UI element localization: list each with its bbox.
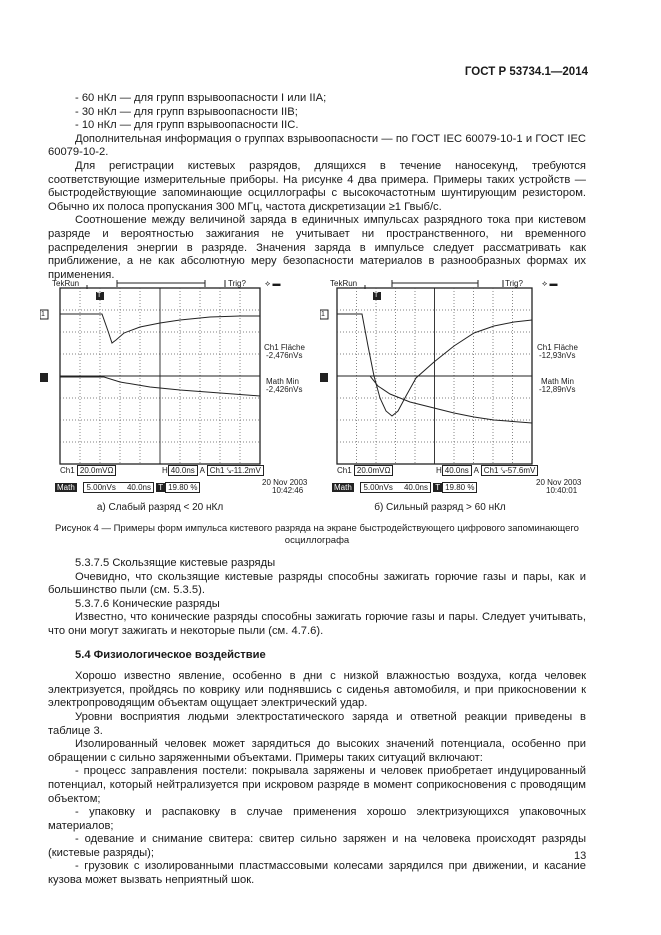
list-item: - грузовик с изолированными пластмассовыми колесами зарядился при движении, и касание кузова может вызвать неприятный шок. [48, 860, 586, 887]
battery-icon: ⟡ ▬ [542, 279, 558, 288]
body-text-block [48, 557, 586, 888]
subsection-title: 5.3.7.5 Скользящие кистевые разряды [75, 557, 276, 569]
oscilloscope-screen-b: TekRun Trig? ⟡ ▬ 1 T Ch1 Fläche -12,93nVs Math Min -12,89nVs Ch1 20.0mVΩ H 40.0ns A Ch1 ⤥-57.6mV Math 5.00nVs 40.0ns T 19.80 % 20 Nov 2003 10:40:01 б) Сильный разряд > 60 нКл [320, 276, 610, 526]
capture-date: 20 Nov 2003 [536, 478, 582, 487]
capture-time: 10:42:46 [272, 486, 304, 495]
trigger-marker: T [97, 292, 102, 299]
measurement-1-value: -12,93nVs [539, 351, 576, 360]
trigger-position: 19.80 % [165, 482, 200, 493]
measurement-2-value: -2,426nVs [266, 385, 303, 394]
trigger-status: Trig? [228, 279, 246, 288]
h-scale: 40.0ns [442, 465, 472, 476]
h-label: H [162, 466, 168, 475]
paragraph: Хорошо известно явление, особенно в дни с низкой влажностью воздуха, когда человек электризуется, пройдясь по коврику или поднявшись с сиденья автомобиля, и при прикосновении к электропроводящим объектам ощущает электрический удар. [48, 670, 586, 710]
list-item: - упаковку и распаковку в случае применения хорошо электризующихся упаковочных материалов; [48, 806, 586, 832]
list-item: - 30 нКл — для групп взрывоопасности IIB; [75, 105, 298, 118]
paragraph: Для регистрации кистевых разрядов, длящихся в течение наносекунд, требуются соответствующие измерительные приборы. На рисунке 4 два примера. Примеры таких устройств — быстродействующие запоминающие осциллографы с высокочастотным шунтирующим резистором. Обычно их полоса пропускания 300 МГц, частота дискретизации ≥1 Гвыб/с. [48, 159, 586, 213]
math-scale: 5.00nVs 40.0ns [83, 482, 154, 493]
t-label: T [435, 483, 441, 492]
measurement-2-title: Math Min [266, 377, 299, 386]
status-label: TekRun [52, 279, 80, 288]
h-scale: 40.0ns [168, 465, 198, 476]
measurement-2-value: -12,89nVs [539, 385, 576, 394]
document-id-header: ГОСТ Р 53734.1—2014 [464, 66, 588, 78]
section-title: 5.4 Физиологическое воздействие [75, 648, 266, 661]
ch1-marker: 1 [41, 311, 45, 318]
status-label: TekRun [330, 279, 358, 288]
paragraph: Уровни восприятия людьми электростатического заряда и ответной реакции приведены в таблице 3. [48, 710, 586, 737]
ch1-scale: 20.0mVΩ [354, 465, 394, 476]
math-label: Math [334, 483, 352, 492]
paragraph: Изолированный человек может зарядиться до высоких значений потенциала, особенно при обращении с сильно заряженными объектами. Примеры таких ситуаций включают: [48, 738, 586, 764]
list-item: - 10 нКл — для групп взрывоопасности IIC. [75, 119, 299, 132]
trigger-marker: T [374, 292, 379, 299]
trigger-setting: Ch1 ⤥-57.6mV [481, 465, 539, 476]
ch1-marker: 1 [321, 311, 325, 318]
paragraph: Очевидно, что скользящие кистевые разряды способны зажигать горючие газы и пары, как и большинство пыли (см. 5.3.5). [48, 570, 586, 597]
measurement-1-value: -2,476nVs [266, 351, 303, 360]
math-scale: 5.00nVs 40.0ns [360, 482, 431, 493]
a-label: A [473, 466, 479, 475]
measurement-1-title: Ch1 Fläche [264, 343, 305, 352]
paragraph: Известно, что конические разряды способны зажигать горючие газы и пары. Следует учитывать, что они могут зажигать и некоторые пыли (см. 4.7.6). [48, 611, 586, 637]
measurement-1-title: Ch1 Fläche [537, 343, 578, 352]
subsection-title: 5.3.7.6 Конические разряды [75, 597, 220, 610]
capture-time: 10:40:01 [546, 486, 578, 495]
t-label: T [158, 483, 164, 492]
capture-date: 20 Nov 2003 [262, 478, 308, 487]
paragraph: Соотношение между величиной заряда в единичных импульсах разрядного тока при кистевом разряде и вероятностью зажигания не учитывает ни пространственного, ни временного распределения энергии в разряде. Значения заряда в импульсе следует рассматривать как приближение, а не как абсолютную меру безопасности материалов в разнообразных формах их применения. [48, 214, 586, 281]
a-label: A [199, 466, 205, 475]
trigger-position: 19.80 % [442, 482, 477, 493]
list-item: - процесс заправления постели: покрывала заряжены и человек приобретает индуцированный потенциал, который нейтрализуется при искровом разряде в момент соприкосновения с проводящим объектом; [48, 765, 586, 805]
paragraph: Дополнительная информация о группах взрывоопасности — по ГОСТ IEC 60079-10-1 и ГОСТ IEC 60079-10-2. [48, 132, 586, 159]
measurement-2-title: Math Min [541, 377, 574, 386]
battery-icon: ⟡ ▬ [265, 279, 281, 288]
list-item: - одевание и снимание свитера: свитер сильно заряжен и на человека происходят разряды (кистевые разряды); [48, 833, 586, 859]
h-label: H [436, 466, 442, 475]
subcaption-a: а) Слабый разряд < 20 нКл [96, 502, 224, 513]
top-text-block [48, 92, 586, 282]
page-number: 13 [574, 850, 587, 862]
oscilloscope-screen-a: TekRun Trig? ⟡ ▬ 1 T Ch1 Fläche -2,476nVs Math Min -2,426nVs Ch1 20.0mVΩ H 40.0ns A Ch1 ⤥-11.2mV Math 5.00nVs 40.0ns T 19.80 % 20 Nov 2003 10:42:46 а) Слабый разряд < 20 нКл [40, 276, 320, 526]
trigger-status: Trig? [505, 279, 523, 288]
ch1-scale: 20.0mVΩ [77, 465, 117, 476]
trigger-setting: Ch1 ⤥-11.2mV [207, 465, 264, 476]
list-item: - 60 нКл — для групп взрывоопасности I или IIA; [75, 92, 327, 104]
figure-caption: Рисунок 4 — Примеры форм импульса кистевого разряда на экране быстродействующего цифрового запоминающего осциллографа [55, 523, 579, 546]
math-label: Math [57, 483, 75, 492]
subcaption-b: б) Сильный разряд > 60 нКл [374, 502, 506, 513]
